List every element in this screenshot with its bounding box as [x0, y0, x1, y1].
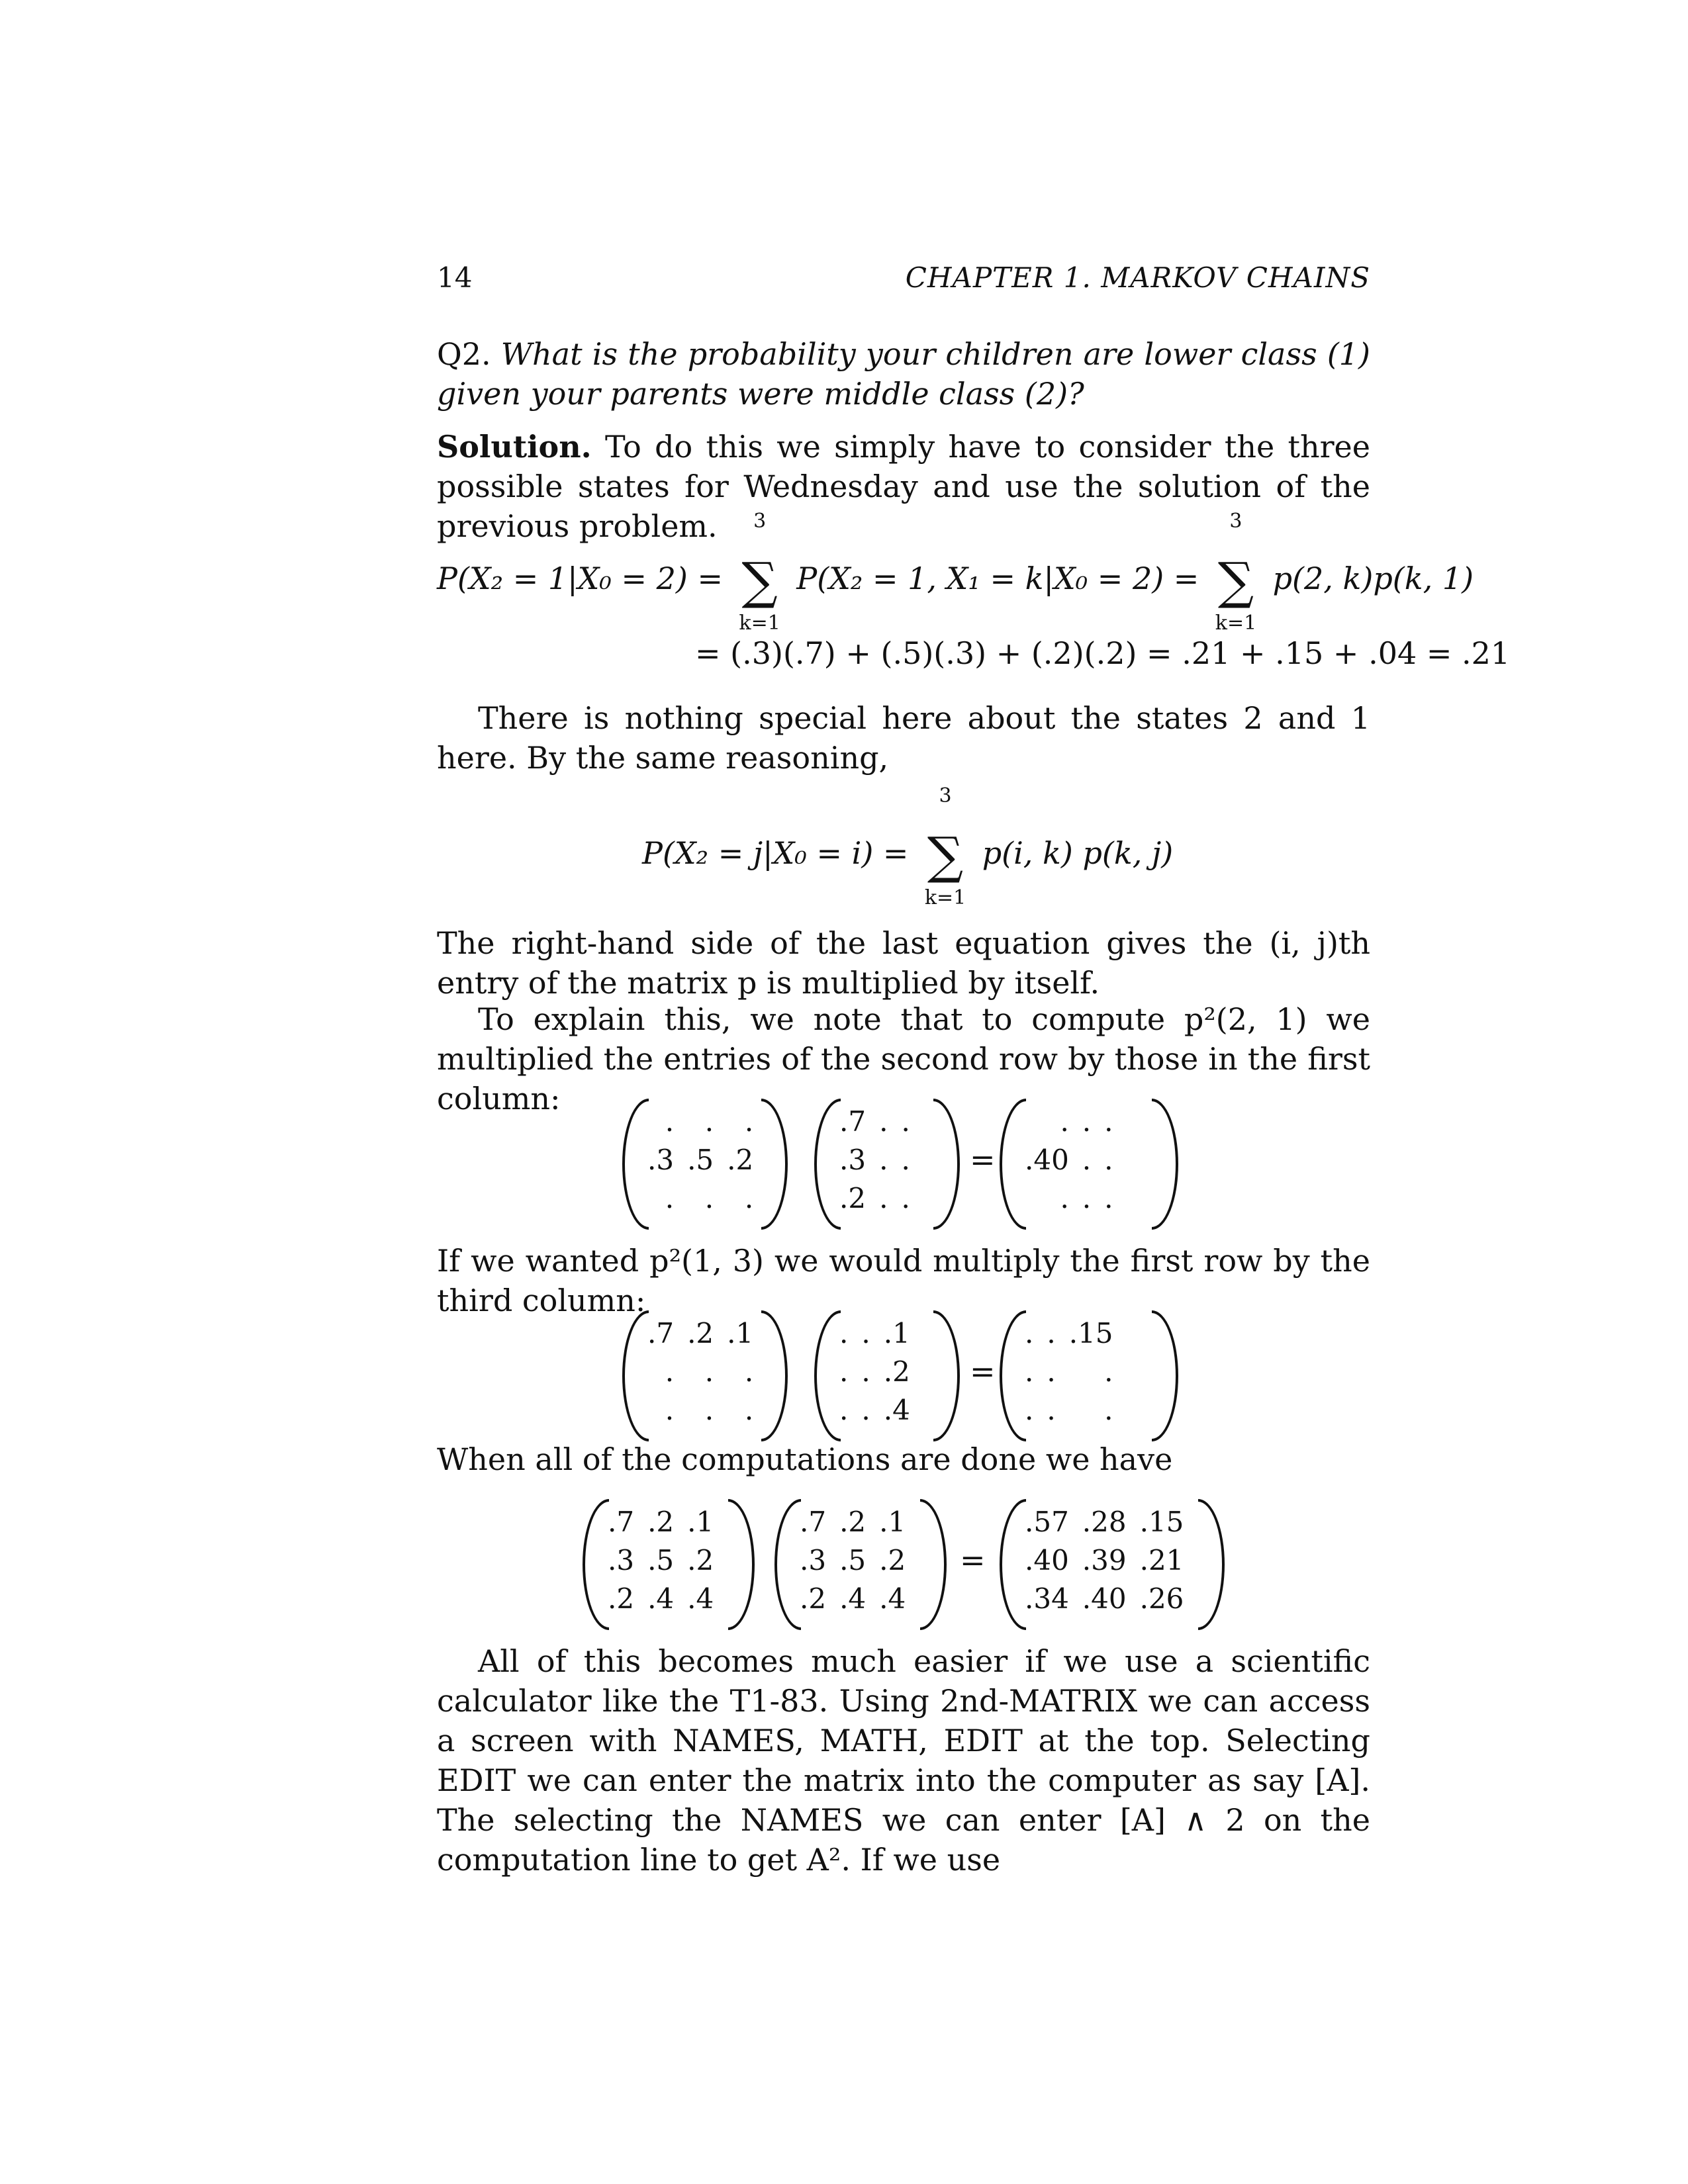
matrix-cell: . — [901, 1144, 910, 1176]
matrix-cell: .4 — [647, 1582, 675, 1615]
matrix-cell: .7 — [839, 1105, 867, 1138]
matrix-cell: .40 — [1082, 1582, 1127, 1615]
matrix-cell: . — [861, 1355, 870, 1388]
matrix-cell: . — [901, 1182, 910, 1214]
matrix-cell: . — [879, 1182, 888, 1214]
equation-1-line2: = (.3)(.7) + (.5)(.3) + (.2)(.2) = .21 + .15 + .04 = .21 — [695, 635, 1511, 671]
matrix-cell: .2 — [727, 1144, 754, 1176]
matrix-cell: .1 — [687, 1506, 714, 1538]
matrix — [814, 1310, 960, 1436]
matrix-cell: .3 — [647, 1144, 675, 1176]
matrix-cell: .1 — [727, 1317, 754, 1349]
matrix-cell: .5 — [839, 1544, 867, 1576]
matrix-cell: . — [1082, 1182, 1092, 1214]
matrix-cell: .1 — [883, 1317, 910, 1349]
matrix-cell: . — [1047, 1394, 1056, 1426]
eq2-lhs: P(X₂ = j|X₀ = i) = — [642, 835, 909, 871]
equation-2 — [642, 784, 1174, 909]
matrix — [1000, 1310, 1178, 1436]
matrix-cell: .2 — [839, 1182, 867, 1214]
matrix-cell: .15 — [1139, 1506, 1184, 1538]
matrix-cell: . — [704, 1182, 714, 1214]
solution-label: Solution. — [437, 429, 592, 465]
matrix-cell: .39 — [1082, 1544, 1127, 1576]
matrix-cell: .7 — [608, 1506, 635, 1538]
eq1-lhs: P(X₂ = 1|X₀ = 2) = — [437, 561, 723, 596]
matrix-cell: . — [744, 1355, 754, 1388]
matrix-cell: .5 — [647, 1544, 675, 1576]
matrix-cell: .2 — [800, 1582, 827, 1615]
matrix-cell: .4 — [839, 1582, 867, 1615]
matrix-cell: .3 — [800, 1544, 827, 1576]
paragraph-explain: To explain this, we note that to compute p²(2, 1) we multiplied the entries of the second row by those in the first column: — [437, 1001, 1370, 1116]
matrix-cell: . — [1104, 1394, 1113, 1426]
sum-symbol: 3 ∑ k=1 — [1215, 510, 1257, 635]
matrix — [1000, 1499, 1225, 1625]
matrix-cell: . — [744, 1182, 754, 1214]
matrix-cell: . — [1025, 1394, 1034, 1426]
matrix — [814, 1099, 960, 1224]
matrix-cell: . — [665, 1105, 675, 1138]
matrix-cell: .40 — [1025, 1144, 1069, 1176]
matrix-cell: . — [1082, 1105, 1092, 1138]
matrix-cell: . — [704, 1105, 714, 1138]
matrix-cell: . — [1104, 1182, 1113, 1214]
question-q2 — [437, 334, 1370, 414]
matrix-cell: .3 — [839, 1144, 867, 1176]
matrix-cell: .21 — [1139, 1544, 1184, 1576]
matrix-cell: .2 — [839, 1506, 867, 1538]
matrix-cell: . — [1104, 1144, 1113, 1176]
matrix-cell: . — [665, 1394, 675, 1426]
matrix-cell: . — [861, 1317, 870, 1349]
matrix-cell: . — [1060, 1182, 1069, 1214]
q2-text: What is the probability your children are lower class (1) given your parents were middle class (2)? — [437, 336, 1370, 412]
matrix-cell: .4 — [879, 1582, 906, 1615]
matrix-cell: .4 — [687, 1582, 714, 1615]
matrix-cell: . — [744, 1394, 754, 1426]
matrix-cell: . — [1104, 1105, 1113, 1138]
matrix-cell: .2 — [608, 1582, 635, 1615]
page-number: 14 — [437, 261, 473, 294]
matrix-cell: .34 — [1025, 1582, 1069, 1615]
matrix-cell: .3 — [608, 1544, 635, 1576]
matrix-cell: . — [1060, 1105, 1069, 1138]
paragraph-when: When all of the computations are done we have — [437, 1441, 1173, 1477]
eq1-rhs: p(2, k)p(k, 1) — [1272, 561, 1474, 596]
equals-sign: = — [960, 1542, 986, 1578]
matrix-cell: .5 — [687, 1144, 714, 1176]
paragraph-rhs: The right-hand side of the last equation gives the (i, j)th entry of the matrix p is multiplied by itself. — [437, 925, 1370, 1001]
paragraph-nothing-special: There is nothing special here about the states 2 and 1 here. By the same reasoning, — [437, 700, 1370, 776]
chapter-title: CHAPTER 1. MARKOV CHAINS — [905, 261, 1370, 294]
matrix-cell: . — [744, 1105, 754, 1138]
page-header — [437, 261, 1370, 301]
matrix-cell: . — [839, 1355, 849, 1388]
matrix-cell: . — [879, 1144, 888, 1176]
matrix — [774, 1499, 947, 1625]
matrix-cell: . — [1047, 1355, 1056, 1388]
equation-1 — [437, 510, 1474, 635]
matrix-cell: . — [665, 1355, 675, 1388]
matrix-cell: . — [839, 1317, 849, 1349]
matrix-cell: .57 — [1025, 1506, 1069, 1538]
matrix-cell: . — [901, 1105, 910, 1138]
matrix-cell: .40 — [1025, 1544, 1069, 1576]
matrix-cell: .7 — [647, 1317, 675, 1349]
matrix-cell: .28 — [1082, 1506, 1127, 1538]
matrix — [622, 1310, 788, 1436]
matrix-cell: . — [879, 1105, 888, 1138]
q2-prefix: Q2. — [437, 336, 501, 372]
matrix-cell: .2 — [687, 1317, 714, 1349]
eq2-rhs: p(i, k) p(k, j) — [982, 835, 1174, 871]
matrix-cell: . — [1025, 1317, 1034, 1349]
equals-sign: = — [970, 1142, 996, 1177]
matrix-cell: . — [704, 1355, 714, 1388]
matrix — [583, 1499, 755, 1625]
matrix-cell: . — [1104, 1355, 1113, 1388]
matrix-cell: .7 — [800, 1506, 827, 1538]
matrix — [622, 1099, 788, 1224]
matrix-cell: . — [665, 1182, 675, 1214]
matrix-cell: . — [1082, 1144, 1092, 1176]
matrix-cell: .26 — [1139, 1582, 1184, 1615]
paragraph-wanted: If we wanted p²(1, 3) we would multiply the first row by the third column: — [437, 1243, 1370, 1318]
matrix-cell: .1 — [879, 1506, 906, 1538]
matrix-cell: .2 — [883, 1355, 910, 1388]
sum-symbol: 3 ∑ k=1 — [739, 510, 780, 635]
solution-text: To do this we simply have to consider the three possible states for Wednesday and use the solution of the previous problem. — [437, 429, 1370, 544]
matrix-cell: .2 — [647, 1506, 675, 1538]
matrix-cell: .2 — [687, 1544, 714, 1576]
sum-symbol: 3 ∑ k=1 — [924, 784, 966, 909]
eq1-mid: P(X₂ = 1, X₁ = k|X₀ = 2) = — [796, 561, 1199, 596]
matrix-cell: . — [839, 1394, 849, 1426]
matrix-cell: . — [1025, 1355, 1034, 1388]
matrix — [1000, 1099, 1178, 1224]
matrix-cell: . — [704, 1394, 714, 1426]
matrix-cell: .2 — [879, 1544, 906, 1576]
matrix-cell: . — [861, 1394, 870, 1426]
paragraph-calculator: All of this becomes much easier if we use a scientific calculator like the T1-83. Using 2nd-MATRIX we can access a screen with NAMES, MATH, EDIT at the top. Selecting EDIT we can enter the matrix into the computer as say [A]. The selecting the NAMES we can enter [A] ∧ 2 on the computation line to get A². If we use — [437, 1643, 1370, 1878]
equals-sign: = — [970, 1353, 996, 1389]
matrix-cell: .15 — [1068, 1317, 1113, 1349]
matrix-cell: . — [1047, 1317, 1056, 1349]
matrix-cell: .4 — [883, 1394, 910, 1426]
